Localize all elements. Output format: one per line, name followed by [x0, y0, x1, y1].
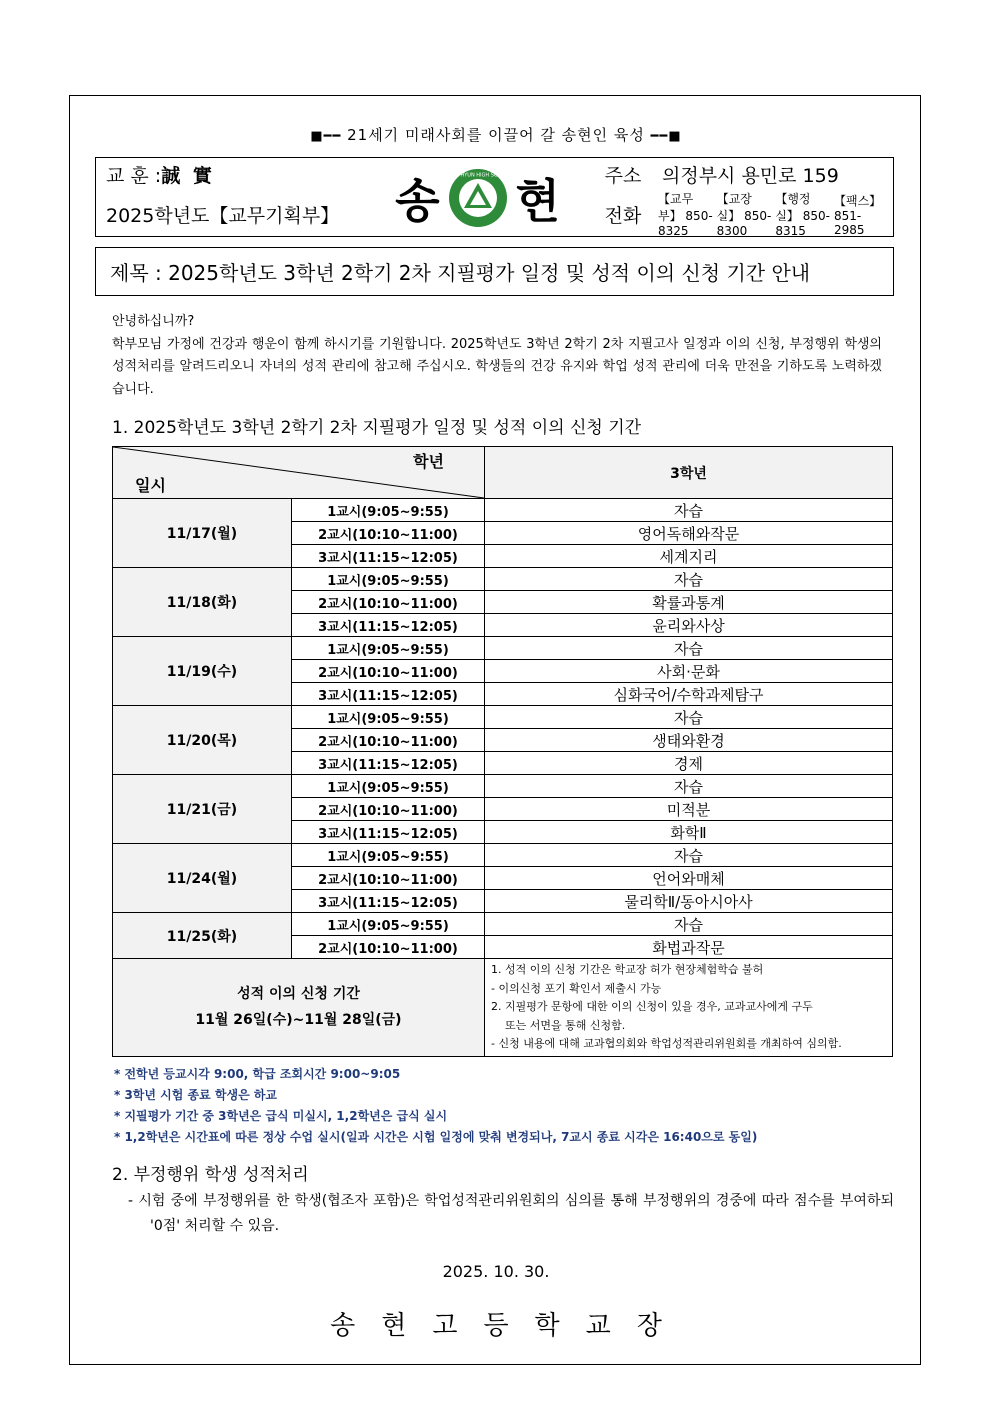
remark-item: * 지필평가 기간 중 3학년은 급식 미실시, 1,2학년은 급식 실시: [114, 1109, 448, 1123]
exam-subject: 영어독해와작문: [485, 522, 893, 545]
table-row: [113, 775, 893, 798]
appeal-note: - 신청 내용에 대해 교과협의회와 학업성적관리위원회를 개최하여 심의함.: [491, 1037, 842, 1050]
exam-date: 11/21(금): [113, 775, 292, 844]
exam-period: 2교시(10:10~11:00): [292, 729, 485, 752]
exam-subject: 언어와매체: [485, 867, 893, 890]
phone-list: [652, 190, 893, 238]
appeal-note: - 이의신청 포기 확인서 제출시 가능: [491, 981, 662, 995]
square-bullet-icon: ━━■: [650, 129, 682, 144]
exam-period: 3교시(11:15~12:05): [292, 545, 485, 568]
address-value: 의정부시 용민로 159: [662, 164, 839, 187]
section-2-title: 2. 부정행위 학생 성적처리: [112, 1165, 309, 1185]
square-bullet-icon: ■━━: [310, 129, 342, 144]
exam-period: 2교시(10:10~11:00): [292, 867, 485, 890]
table-row: [113, 706, 893, 729]
appeal-row: [113, 959, 893, 1057]
appeal-note: 또는 서면을 통해 신청함.: [505, 1018, 626, 1032]
exam-period: 1교시(9:05~9:55): [292, 775, 485, 798]
exam-period: 3교시(11:15~12:05): [292, 890, 485, 913]
exam-period: 1교시(9:05~9:55): [292, 499, 485, 522]
exam-subject: 자습: [485, 568, 893, 591]
corner-top-label: 학년: [413, 452, 444, 471]
appeal-note: 1. 성적 이의 신청 기간은 학교장 허가 현장체험학습 불허: [491, 963, 764, 976]
letterhead: [95, 157, 894, 237]
exam-subject: 자습: [485, 775, 893, 798]
table-row: [113, 913, 893, 936]
exam-period: 2교시(10:10~11:00): [292, 522, 485, 545]
exam-date: 11/19(수): [113, 637, 292, 706]
appeal-note: 2. 지필평가 문항에 대한 이의 신청이 있을 경우, 교과교사에게 구두: [491, 1000, 813, 1013]
issue-date: 2025. 10. 30.: [442, 1262, 550, 1281]
appeal-notes: [485, 959, 893, 1057]
exam-period: 1교시(9:05~9:55): [292, 913, 485, 936]
department: 2025학년도【교무기획부】: [106, 204, 340, 227]
exam-subject: 세계지리: [485, 545, 893, 568]
exam-period: 2교시(10:10~11:00): [292, 591, 485, 614]
exam-period: 1교시(9:05~9:55): [292, 706, 485, 729]
phone-entry: 【교무부】 850-8325: [658, 192, 713, 238]
exam-date: 11/25(화): [113, 913, 292, 959]
exam-subject: 자습: [485, 913, 893, 936]
remark-item: * 3학년 시험 종료 학생은 하교: [114, 1088, 278, 1102]
motto-value: 誠 實: [161, 164, 215, 187]
exam-period: 3교시(11:15~12:05): [292, 752, 485, 775]
school-motto: [96, 158, 361, 190]
exam-subject: 경제: [485, 752, 893, 775]
phone-label: 전화: [604, 204, 642, 227]
exam-period: 1교시(9:05~9:55): [292, 844, 485, 867]
grade-header: 3학년: [485, 447, 893, 499]
remarks: [114, 1064, 757, 1148]
table-header-row: [113, 447, 893, 499]
exam-subject: 확률과통계: [485, 591, 893, 614]
exam-subject: 자습: [485, 706, 893, 729]
appeal-label: 성적 이의 신청 기간: [237, 986, 360, 1003]
exam-subject: 심화국어/수학과제탐구: [485, 683, 893, 706]
corner-header: [113, 447, 485, 499]
exam-period: 3교시(11:15~12:05): [292, 683, 485, 706]
exam-period: 3교시(11:15~12:05): [292, 821, 485, 844]
corner-bottom-label: 일시: [135, 476, 166, 495]
remark-item: * 1,2학년은 시간표에 따른 정상 수업 실시(일과 시간은 시험 일정에 맞춰 변경되나, 7교시 종료 시각은 16:40으로 동일): [114, 1130, 758, 1144]
exam-subject: 생태와환경: [485, 729, 893, 752]
exam-subject: 자습: [485, 637, 893, 660]
document-title: 제목 : 2025학년도 3학년 2학기 2차 지필평가 일정 및 성적 이의 신청 기간 안내: [95, 247, 894, 296]
school-slogan: [0, 124, 992, 145]
logo-char-right: 현: [515, 174, 560, 228]
exam-subject: 화학Ⅱ: [485, 821, 893, 844]
appeal-period-cell: [113, 959, 485, 1057]
signature: 송현고등학교장: [330, 1311, 688, 1341]
exam-period: 2교시(10:10~11:00): [292, 798, 485, 821]
phone-entry: 【교장실】 850-8300: [716, 192, 772, 238]
exam-date: 11/18(화): [113, 568, 292, 637]
exam-period: 1교시(9:05~9:55): [292, 637, 485, 660]
exam-subject: 미적분: [485, 798, 893, 821]
section-1-title: 1. 2025학년도 3학년 2학기 2차 지필평가 일정 및 성적 이의 신청 기간: [112, 418, 642, 438]
logo-char-left: 송: [395, 174, 440, 228]
table-row: [113, 637, 893, 660]
exam-period: 1교시(9:05~9:55): [292, 568, 485, 591]
school-emblem-icon: [443, 168, 512, 228]
exam-subject: 자습: [485, 499, 893, 522]
exam-date: 11/17(월): [113, 499, 292, 568]
table-row: [113, 568, 893, 591]
exam-subject: 물리학Ⅱ/동아시아사: [485, 890, 893, 913]
exam-subject: 사회·문화: [485, 660, 893, 683]
slogan-text: 21세기 미래사회를 이끌어 갈 송현인 육성: [347, 126, 645, 144]
section-2-body: [128, 1189, 894, 1239]
school-logo: [361, 158, 594, 238]
exam-date: 11/24(월): [113, 844, 292, 913]
exam-period: 2교시(10:10~11:00): [292, 660, 485, 683]
appeal-dates: 11월 26일(수)~11월 28일(금): [195, 1012, 402, 1029]
table-row: [113, 499, 893, 522]
intro: [112, 311, 882, 401]
phone-entry: 【팩스】 851-2985: [833, 193, 882, 237]
section-2-text: - 시험 중에 부정행위를 한 학생(협조자 포함)은 학업성적관리위원회의 심의를 통해 부정행위의 경중에 따라 점수를 부여하되 '0점' 처리할 수 있음.: [128, 1193, 894, 1234]
exam-period: 3교시(11:15~12:05): [292, 614, 485, 637]
exam-schedule-table: [112, 446, 893, 1057]
address-label: 주소: [604, 164, 642, 187]
emblem-text: SONG HYUN HIGH SCHOOL: [443, 172, 512, 179]
intro-body: 학부모님 가정에 건강과 행운이 함께 하시기를 기원합니다. 2025학년도 3학년 2학기 2차 지필고사 일정과 이의 신청, 부정행위 학생의 성적처리를 알려드리오니 자녀의 성적 관리에 참고해 주십시오. 학생들의 건강 유지와 학업 성적 관리에 더욱 만전을 기하도록 노력하겠습니다.: [112, 336, 882, 397]
phone-entry: 【행정실】 850-8315: [775, 192, 830, 238]
exam-subject: 자습: [485, 844, 893, 867]
exam-date: 11/20(목): [113, 706, 292, 775]
exam-subject: 화법과작문: [485, 936, 893, 959]
greeting: 안녕하십니까?: [112, 314, 195, 329]
motto-label: 교 훈 :: [106, 164, 162, 187]
exam-subject: 윤리와사상: [485, 614, 893, 637]
remark-item: * 전학년 등교시각 9:00, 학급 조회시간 9:00~9:05: [114, 1067, 401, 1081]
exam-period: 2교시(10:10~11:00): [292, 936, 485, 959]
table-row: [113, 844, 893, 867]
